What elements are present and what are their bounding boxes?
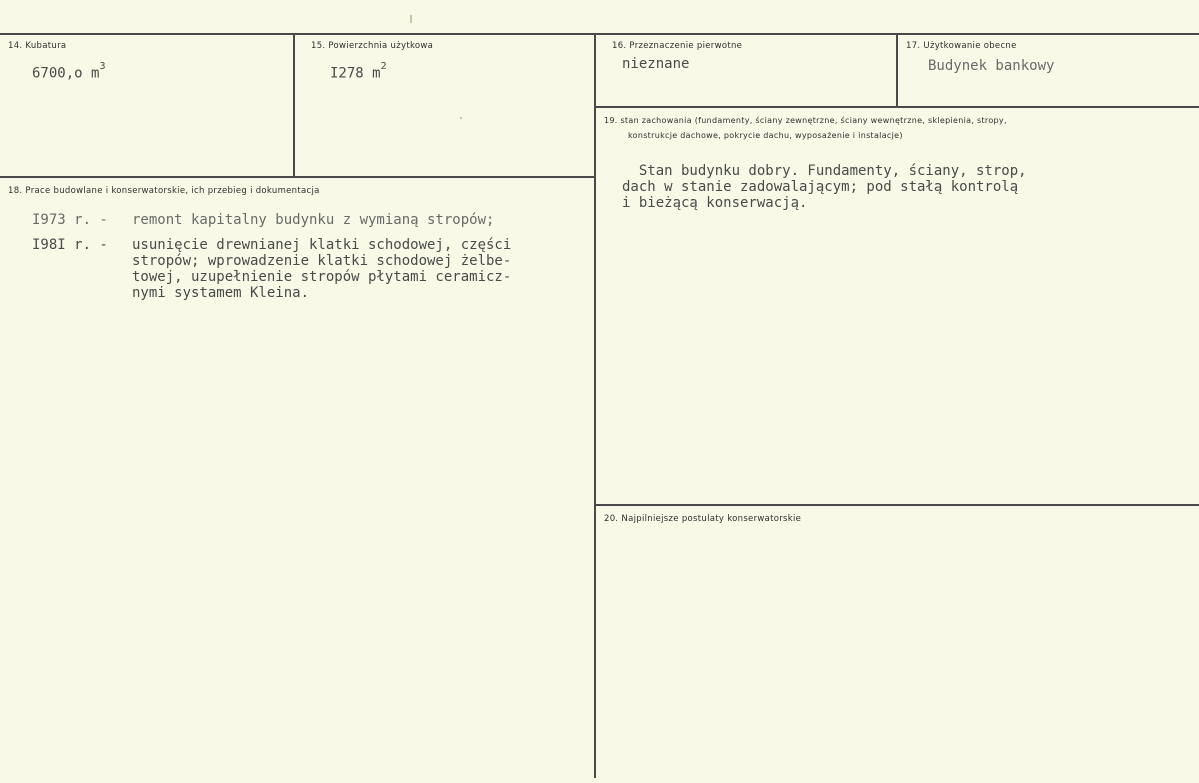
paper-mark: [460, 117, 462, 119]
field-16-label: 16. Przeznaczenie pierwotne: [612, 41, 743, 51]
usable-area-unit-exponent: 2: [380, 61, 387, 72]
field-20-label: 20. Najpilniejsze postulaty konserwatorskie: [604, 514, 802, 524]
condition-line: i bieżącą konserwacją.: [622, 195, 808, 211]
rule-14-15-bottom: [0, 176, 596, 178]
paper-mark: [410, 15, 412, 23]
field-15-value: [330, 62, 387, 82]
works-entry-1973: [32, 212, 494, 228]
divider-14-15: [293, 33, 295, 177]
main-divider: [594, 33, 596, 778]
works-entry-text-block: [132, 237, 511, 301]
field-17-label: 17. Użytkowanie obecne: [906, 41, 1017, 51]
works-entry-text-line: nymi systamem Kleina.: [132, 285, 310, 301]
works-entry-year: I98I r. -: [32, 237, 108, 253]
works-entry-text-line: stropów; wprowadzenie klatki schodowej żelbe-: [132, 253, 512, 269]
field-15-label: 15. Powierzchnia użytkowa: [311, 41, 434, 51]
rule-19-bottom: [596, 504, 1199, 506]
condition-line: Stan budynku dobry. Fundamenty, ściany, strop,: [622, 163, 1027, 179]
works-entry-1981: [32, 237, 511, 301]
cubature-unit-exponent: 3: [99, 61, 106, 72]
works-entry-text-line: towej, uzupełnienie stropów płytami ceramicz-: [132, 269, 512, 285]
condition-line: dach w stanie zadowalającym; pod stałą kontrolą: [622, 179, 1019, 195]
field-18-label: 18. Prace budowlane i konserwatorskie, ich przebieg i dokumentacja: [8, 186, 320, 196]
field-14-value: [32, 62, 105, 82]
field-17-value: Budynek bankowy: [928, 58, 1055, 74]
field-19-label-line1: 19. stan zachowania (fundamenty, ściany zewnętrzne, ściany wewnętrzne, sklepienia, stropy,: [604, 116, 1007, 125]
works-entry-year: I973 r. -: [32, 212, 108, 228]
works-entry-text-line: usunięcie drewnianej klatki schodowej, części: [132, 237, 512, 253]
field-14-label: 14. Kubatura: [8, 41, 67, 51]
works-entry-text: remont kapitalny budynku z wymianą stropów;: [132, 212, 495, 228]
usable-area-value: I278 m: [330, 65, 381, 82]
top-rule: [0, 33, 1199, 35]
divider-16-17: [896, 33, 898, 107]
cubature-value: 6700,o m: [32, 65, 100, 82]
field-19-label-line2: konstrukcje dachowe, pokrycie dachu, wyposażenie i instalacje): [628, 131, 903, 140]
field-16-value: nieznane: [622, 56, 690, 72]
condition-text: [622, 163, 1027, 211]
